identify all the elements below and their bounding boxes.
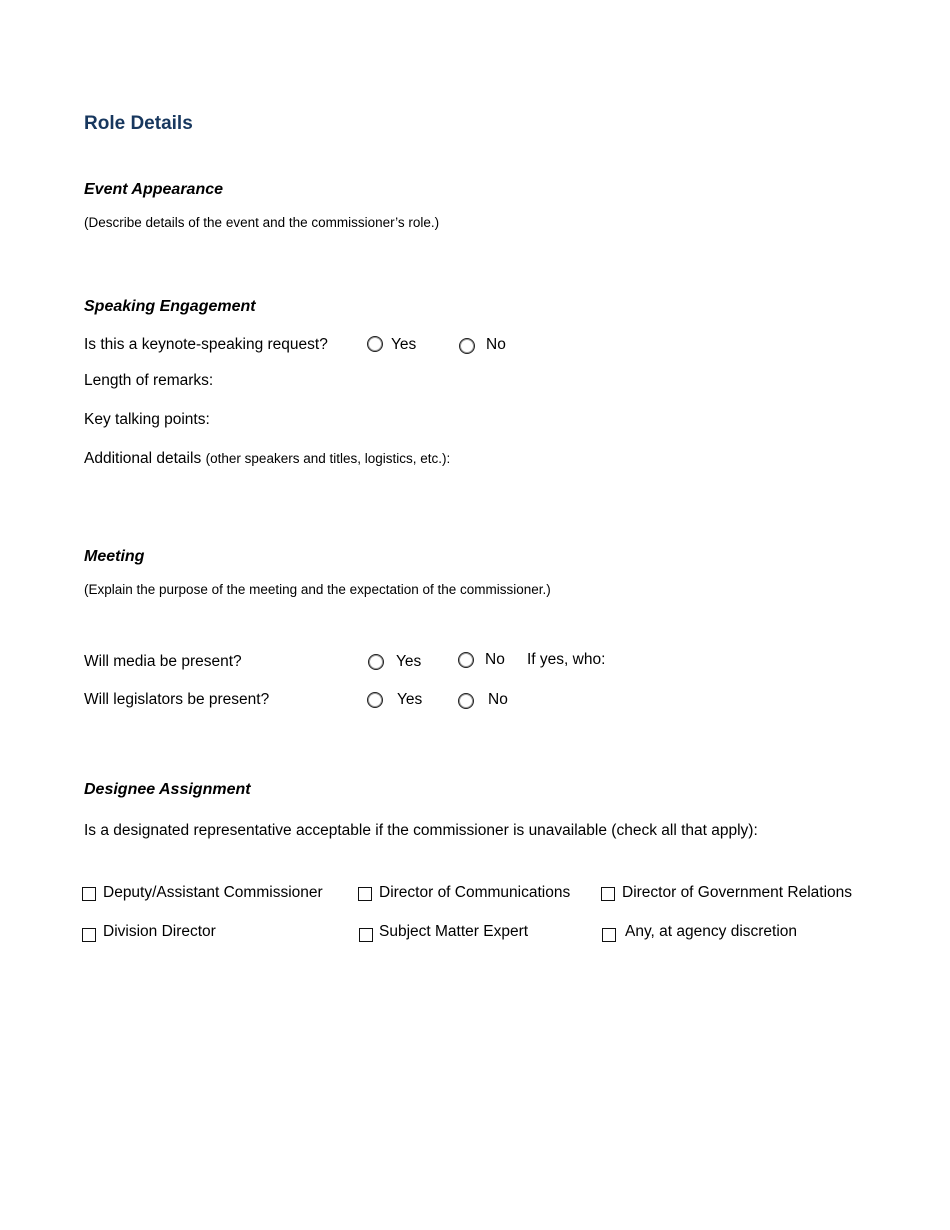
legislators-no-radio[interactable] [458,693,474,709]
designee-question: Is a designated representative acceptable if the commissioner is unavailable (check all that apply): [84,822,758,839]
director-of-government-relations-label: Director of Government Relations [622,884,853,901]
length-of-remarks-label: Length of remarks: [84,372,214,389]
media-question: Will media be present? [84,653,242,670]
meeting-instruction: (Explain the purpose of the meeting and the expectation of the commissioner.) [84,582,551,597]
director-of-communications-label: Director of Communications [379,884,571,901]
additional-details-note: (other speakers and titles, logistics, etc.): [205,451,451,466]
keynote-no-label: No [486,336,506,353]
media-yes-radio[interactable] [368,654,384,670]
key-talking-points-label: Key talking points: [84,411,210,428]
subject-matter-expert-label: Subject Matter Expert [379,923,529,940]
additional-details-line [84,450,450,468]
media-no-radio[interactable] [458,652,474,668]
legislators-question: Will legislators be present? [84,691,270,708]
deputy-assistant-commissioner-label: Deputy/Assistant Commissioner [103,884,323,901]
legislators-no-label: No [488,691,508,708]
director-of-government-relations-checkbox[interactable] [601,887,615,901]
media-yes-label: Yes [396,653,422,670]
event-appearance-heading: Event Appearance [84,181,224,198]
deputy-assistant-commissioner-checkbox[interactable] [82,887,96,901]
keynote-yes-radio[interactable] [367,336,383,352]
any-agency-discretion-checkbox[interactable] [602,928,616,942]
subject-matter-expert-checkbox[interactable] [359,928,373,942]
keynote-question: Is this a keynote-speaking request? [84,336,328,353]
any-agency-discretion-label: Any, at agency discretion [625,923,798,940]
keynote-no-radio[interactable] [459,338,475,354]
media-if-yes-who-label: If yes, who: [527,651,606,668]
director-of-communications-checkbox[interactable] [358,887,372,901]
additional-details-label: Additional details [84,450,202,467]
keynote-yes-label: Yes [391,336,417,353]
event-appearance-instruction: (Describe details of the event and the commissioner’s role.) [84,215,440,230]
legislators-yes-radio[interactable] [367,692,383,708]
speaking-engagement-heading: Speaking Engagement [84,298,256,315]
media-no-label: No [485,651,505,668]
meeting-heading: Meeting [84,548,145,565]
division-director-label: Division Director [103,923,216,940]
legislators-yes-label: Yes [397,691,423,708]
designee-assignment-heading: Designee Assignment [84,781,251,798]
page-title: Role Details [84,113,193,134]
division-director-checkbox[interactable] [82,928,96,942]
